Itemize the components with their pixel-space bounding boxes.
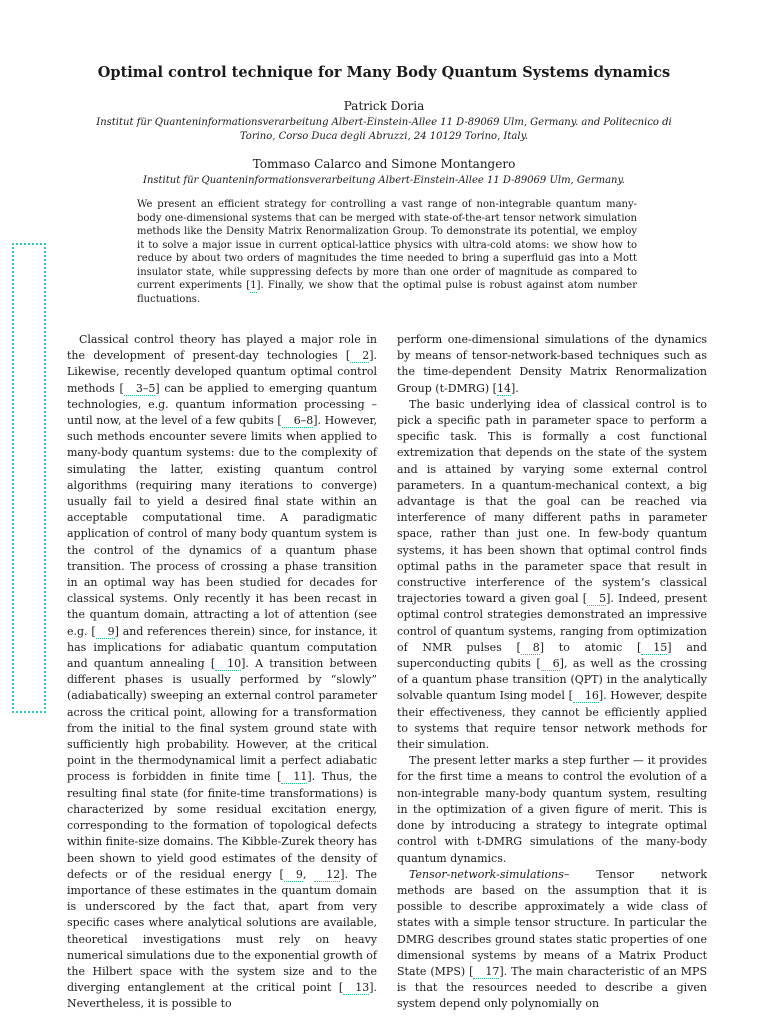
author-affiliation-1: Institut für Quanteninformationsverarbeitung Albert-Einstein-Allee 11 D-89069 Ulm, Germany. and Politecnico di Torino, Corso Duca degli Abruzzi, 24 10129 Torino, Italy.	[96, 117, 672, 142]
left-column	[67, 332, 377, 1013]
text-run: ]. Thus, the resulting final state (for finite-time transformations) is characterized by some residual excitation energy, corresponding to the formation of topological defects within finite-size domains. The Kibble-Zurek theory has been shown to yield good estimates of the density of defects or of the residual energy [	[67, 770, 377, 881]
text-run: ]. A transition between different phases is usually performed by “slowly” (adiabatically) sweeping an external control parameter across the critical point, allowing for a transformation from the initial to the final system ground state with sufficiently high probability. However, at the critical point in the thermodynamical limit a perfect adiabatic process is forbidden in finite time [	[67, 657, 377, 784]
author-name-1: Patrick Doria	[343, 99, 425, 113]
citation-link[interactable]: 2	[350, 350, 369, 363]
right-column	[397, 332, 707, 1013]
text-run: ] to atomic [	[539, 640, 642, 654]
paragraph	[67, 332, 377, 1013]
text-run: ]. The importance of these estimates in the quantum domain is underscored by the fact that, apart from very specific cases where analytical solutions are available, theoretical investigations must rely on heavy numerical simulations due to the exponential growth of the Hilbert space with the system size and to the diverging entanglement at the critical point [	[67, 867, 377, 995]
citation-link[interactable]: 11	[281, 771, 307, 784]
paper-title: Optimal control technique for Many Body Quantum Systems dynamics	[97, 64, 671, 81]
text-run: Classical control theory has played a major role in the development of present-day technologies [	[67, 333, 377, 363]
text-run: ], as well as the crossing of a quantum phase transition (QPT) in the analytically solvable quantum Ising model [	[397, 657, 707, 703]
citation-link[interactable]: 1	[250, 280, 257, 291]
citation-link[interactable]: 5	[587, 593, 606, 606]
text-run: ]. Indeed, present optimal control strategies demonstrated an impressive control of quantum systems, ranging from optimization of NMR pulses [	[397, 592, 707, 654]
paragraph	[397, 332, 707, 397]
author-affiliation-2: Institut für Quanteninformationsverarbeitung Albert-Einstein-Allee 11 D-89069 Ulm, Germany.	[143, 175, 625, 186]
text-run: ]. The main characteristic of an MPS is that the resources needed to describe a given system depend only polynomially on	[397, 964, 707, 1011]
text-run: ] can be applied to emerging quantum technologies, e.g. quantum information processing – until now, at the level of a few qubits [	[67, 381, 377, 428]
paragraph	[397, 867, 707, 1013]
paragraph	[397, 753, 707, 866]
text-run: The present letter marks a step further — it provides for the first time a means to control the evolution of a non-integrable many-body quantum system, resulting in the optimization of a given figure of merit. This is done by introducing a strategy to integrate optimal control with t-DMRG simulations of the many-body quantum dynamics.	[397, 754, 707, 865]
citation-link[interactable]: 8	[521, 642, 540, 655]
text-run: ,	[302, 867, 315, 881]
citation-link[interactable]: 15	[641, 642, 667, 655]
text-run: ]. Nevertheless, it is possible to	[67, 981, 377, 1011]
text-run: Tensor network methods are based on the assumption that it is possible to describe approximately a wide class of states with a simple tensor structure. In particular the DMRG describes ground states static properties of one dimensional systems by means of a Matrix Product State (MPS) [	[397, 867, 707, 978]
citation-link[interactable]: 9	[96, 626, 115, 639]
abstract-text-end: ]. Finally, we show that the optimal pulse is robust against atom number fluctuations.	[137, 280, 637, 305]
citation-link[interactable]: 6	[541, 658, 560, 671]
text-run: ]. However, despite their effectiveness, they cannot be efficiently applied to systems that require tensor network methods for their simulation.	[397, 689, 707, 752]
citation-link[interactable]: 6–8	[282, 415, 314, 428]
text-run: ]. Likewise, recently developed quantum optimal control methods [	[67, 349, 377, 395]
text-run: ].	[510, 381, 519, 395]
paragraph	[397, 397, 707, 753]
paragraph-body	[397, 868, 707, 1011]
citation-link[interactable]: 3–5	[124, 383, 156, 396]
text-run: ] and references therein) since, for instance, it has implications for adiabatic quantum computation and quantum annealing [	[67, 624, 377, 671]
text-run: ] and superconducting qubits [	[397, 640, 707, 671]
text-run: perform one-dimensional simulations of the dynamics by means of tensor-network-based techniques such as the time-dependent Density Matrix Renormalization Group (t-DMRG) [	[397, 333, 707, 395]
text-run: The basic underlying idea of classical control is to pick a specific path in parameter space to perform a specific task. This is formally a cost functional extremization that depends on the state of the system and is attained by varying some external control parameters. In a quantum-mechanical context, a big advantage is that the goal can be reached via interference of many different paths in parameter space, rather than just one. In few-body quantum systems, it has been shown that optimal control finds optimal paths in the parameter space that result in constructive interference of the system’s classical trajectories toward a given goal [	[397, 397, 707, 606]
citation-link[interactable]: 14	[496, 381, 511, 395]
citation-link[interactable]: 9	[284, 869, 303, 882]
section-heading: Tensor-network-simulations–	[409, 867, 570, 881]
author-name-2: Tommaso Calarco and Simone Montangero	[252, 157, 516, 171]
text-run: ]. However, such methods encounter severe limits when applied to many-body quantum systems: due to the complexity of simulating the latter, existing quantum control algorithms (requiring many iterations to converge) usually fail to yield a desired final state within an acceptable computational time. A paradigmatic application of control of many body quantum system is the control of the dynamics of a quantum phase transition. The process of crossing a phase transition in an optimal way has been studied for decades for classical systems. Only recently it has been recast in the quantum domain, attracting a lot of attention (see e.g. [	[67, 414, 377, 638]
citation-link[interactable]: 12	[314, 869, 340, 882]
citation-link[interactable]: 13	[343, 982, 369, 995]
abstract	[137, 198, 637, 307]
margin-frame	[12, 243, 46, 713]
abstract-text: We present an efficient strategy for controlling a vast range of non-integrable quantum many-body one-dimensional systems that can be merged with state-of-the-art tensor network simulation methods like the Density Matrix Renormalization Group. To demonstrate its potential, we employ it to solve a major issue in current optical-lattice physics with ultra-cold atoms: we show how to reduce by about two orders of magnitudes the time needed to bring a superfluid gas into a Mott insulator state, while suppressing defects by more than one order of magnitude as compared to current experiments [	[137, 199, 637, 291]
citation-link[interactable]: 16	[573, 690, 599, 703]
citation-link[interactable]: 10	[215, 658, 241, 671]
citation-link[interactable]: 17	[473, 966, 499, 979]
